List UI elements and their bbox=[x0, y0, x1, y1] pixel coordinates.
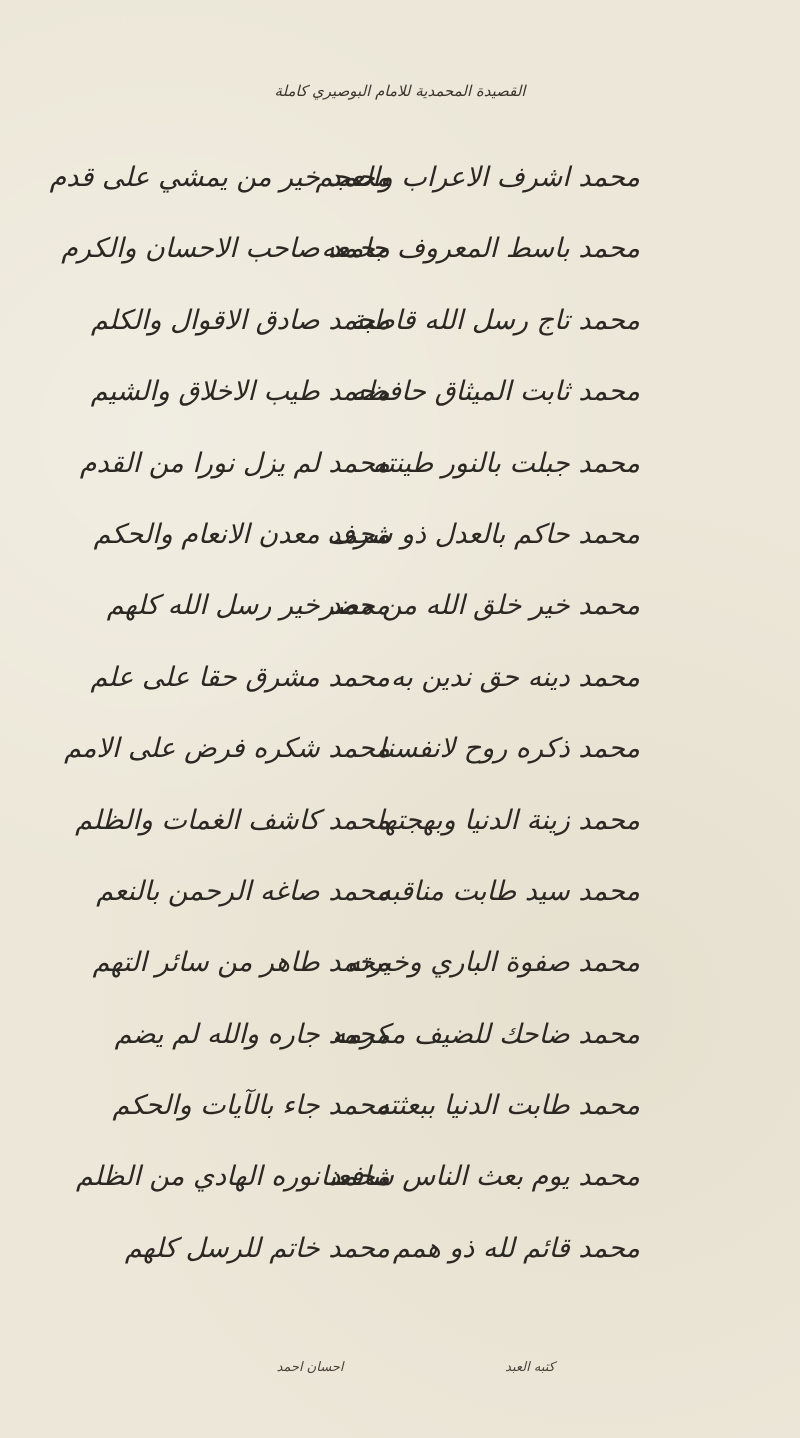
couplet bbox=[112, 1078, 640, 1149]
first-hemistich: محمد خير خلق الله من مضر bbox=[320, 590, 640, 622]
second-hemistich: محمد صاغه الرحمن بالنعم bbox=[96, 875, 390, 907]
first-hemistich: محمد صفوة الباري وخيرته bbox=[346, 947, 640, 979]
couplet bbox=[75, 1149, 640, 1220]
second-hemistich: محمد صادق الاقوال والكلم bbox=[90, 304, 390, 336]
first-hemistich: محمد ذكره روح لانفسنا bbox=[378, 733, 640, 765]
second-hemistich: محمد صاحب الاحسان والكرم bbox=[61, 233, 390, 265]
couplet bbox=[96, 864, 640, 935]
couplet bbox=[75, 793, 640, 864]
first-hemistich: محمد حاكم بالعدل ذو شرف bbox=[326, 518, 640, 550]
first-hemistich: محمد جبلت بالنور طينته bbox=[372, 447, 640, 479]
couplet bbox=[124, 1221, 640, 1292]
second-hemistich: محمد جاء بالآيات والحكم bbox=[112, 1090, 390, 1122]
first-hemistich: محمد ضاحك للضيف مكرمه bbox=[332, 1018, 640, 1050]
couplet bbox=[114, 1007, 640, 1078]
second-hemistich: محمد نوره الهادي من الظلم bbox=[75, 1161, 390, 1193]
couplet bbox=[90, 293, 640, 364]
first-hemistich: محمد دينه حق ندين به bbox=[390, 661, 640, 693]
first-hemistich: محمد ثابت الميثاق حافظه bbox=[351, 376, 640, 408]
couplet bbox=[49, 150, 640, 221]
second-hemistich: محمد مشرق حقا على علم bbox=[90, 661, 390, 693]
first-hemistich: محمد تاج رسل الله قاطبة bbox=[350, 304, 640, 336]
second-hemistich: محمد معدن الانعام والحكم bbox=[93, 518, 390, 550]
page-heading: القصيدة المحمدية للامام البوصيري كاملة bbox=[274, 82, 526, 100]
second-hemistich: محمد طاهر من سائر التهم bbox=[92, 947, 390, 979]
second-hemistich: محمد خاتم للرسل كلهم bbox=[124, 1232, 390, 1264]
second-hemistich: محمد شكره فرض على الامم bbox=[64, 733, 390, 765]
couplet bbox=[61, 221, 640, 292]
couplet bbox=[90, 364, 640, 435]
first-hemistich: محمد طابت الدنيا ببعثته bbox=[375, 1090, 640, 1122]
first-hemistich: محمد باسط المعروف جامعه bbox=[321, 233, 640, 265]
second-hemistich: محمد كاشف الغمات والظلم bbox=[75, 804, 390, 836]
couplet bbox=[90, 650, 640, 721]
first-hemistich: محمد زينة الدنيا وبهجتها bbox=[376, 804, 640, 836]
couplet bbox=[93, 507, 640, 578]
scribe-signature: كتبه العبد bbox=[505, 1360, 555, 1375]
second-hemistich: محمد جاره والله لم يضم bbox=[114, 1018, 390, 1050]
couplet bbox=[64, 721, 640, 792]
couplet bbox=[79, 436, 640, 507]
first-hemistich: محمد سيد طابت مناقبه bbox=[377, 875, 640, 907]
poem-body bbox=[49, 150, 640, 1292]
couplet bbox=[92, 935, 640, 1006]
second-hemistich: محمد خير من يمشي على قدم bbox=[49, 162, 390, 193]
first-hemistich: محمد قائم لله ذو همم bbox=[392, 1232, 640, 1264]
second-hemistich: محمد خير رسل الله كلهم bbox=[106, 590, 390, 622]
first-hemistich: محمد اشرف الاعراب والعجم bbox=[315, 162, 640, 193]
calligrapher-signature: احسان احمد bbox=[276, 1360, 344, 1375]
second-hemistich: محمد طيب الاخلاق والشيم bbox=[90, 376, 390, 408]
first-hemistich: محمد يوم بعث الناس شافعنا bbox=[320, 1161, 640, 1193]
second-hemistich: محمد لم يزل نورا من القدم bbox=[79, 447, 390, 479]
couplet bbox=[106, 578, 640, 649]
